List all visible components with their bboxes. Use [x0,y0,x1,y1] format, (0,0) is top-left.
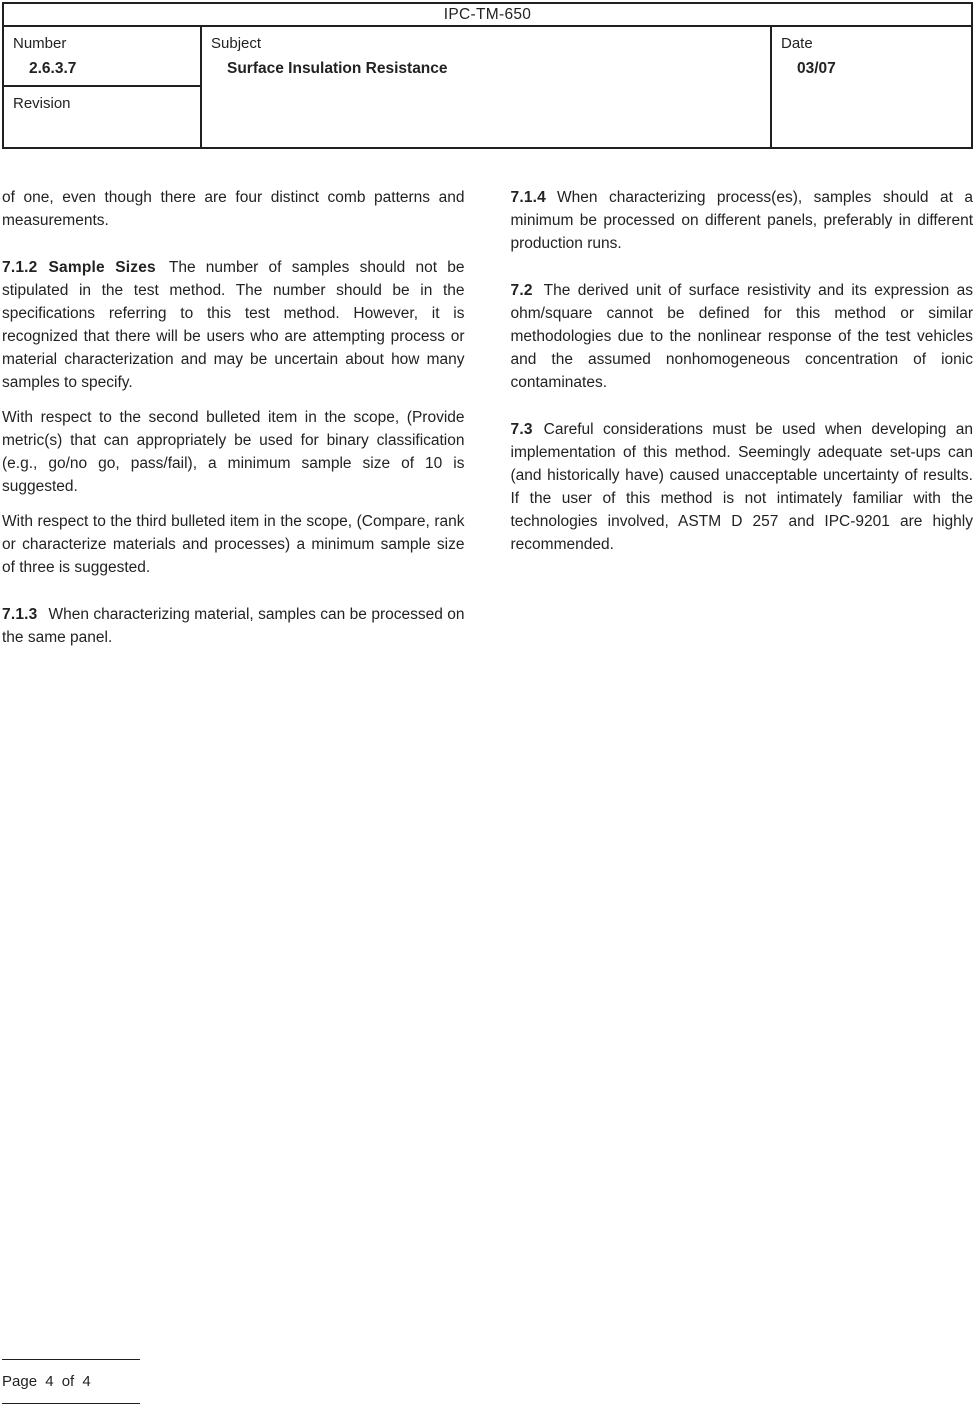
number-cell [4,27,200,87]
page-number: Page 4 of 4 [2,1373,91,1390]
section-number: 7.1.2 [2,259,38,276]
paragraph: With respect to the second bulleted item in the scope, (Provide metric(s) that can appropriately be used for binary classification (e.g., go/no go, pass/fail), a minimum sample size of 10 is suggested. [2,409,465,495]
number-label: Number [13,35,67,52]
page-footer [2,1359,140,1404]
date-value: 03/07 [797,60,836,77]
date-cell [772,27,971,147]
section-text: The number of samples should not be stipulated in the test method. The number should be in the specifications referring to this test method. However, it is recognized that there will be users who are attempting process or material characterization and may be uncertain about how many samples to specify. [2,259,465,391]
section-heading: Sample Sizes [48,259,156,276]
section-number: 7.1.3 [2,606,38,623]
date-label: Date [781,35,813,52]
right-column [511,186,974,661]
paragraph: of one, even though there are four distinct comb patterns and measurements. [2,189,465,229]
paragraph: With respect to the third bulleted item in the scope, (Compare, rank or characterize materials and processes) a minimum sample size of three is suggested. [2,513,465,576]
left-column [2,186,465,661]
document-title: IPC-TM-650 [4,4,971,27]
document-body [0,186,975,661]
section-text: When characterizing process(es), samples should at a minimum be processed on different panels, preferably in different production runs. [510,189,973,252]
section-paragraph-7-2 [511,279,974,394]
number-value: 2.6.3.7 [29,60,77,77]
revision-label: Revision [13,95,71,112]
section-text: The derived unit of surface resistivity and its expression as ohm/square cannot be defined for this method or similar methodologies due to the nonlinear response of the test vehicles and the assumed nonhomogeneous concentration of ionic contaminates. [510,282,973,391]
section-paragraph-7-1-4 [511,186,974,255]
section-paragraph-7-3 [511,418,974,556]
section-paragraph-7-1-3 [2,603,465,649]
section-text: Careful considerations must be used when developing an implementation of this method. Seemingly adequate set-ups can (and historically have) caused unacceptable uncertainty of results. If the user of this method is not intimately familiar with the technologies involved, ASTM D 257 and IPC-9201 are highly recommended. [510,421,973,553]
revision-cell [4,87,200,147]
subject-label: Subject [211,35,262,52]
subject-cell [202,27,772,147]
subject-value: Surface Insulation Resistance [227,60,448,77]
header-number-column [4,27,202,147]
section-paragraph-7-1-2 [2,256,465,394]
section-text: When characterizing material, samples can be processed on the same panel. [2,606,465,646]
section-number: 7.1.4 [510,189,546,206]
header-main-row [4,27,971,147]
header-table [2,2,973,149]
section-number: 7.3 [510,421,533,438]
section-number: 7.2 [510,282,533,299]
